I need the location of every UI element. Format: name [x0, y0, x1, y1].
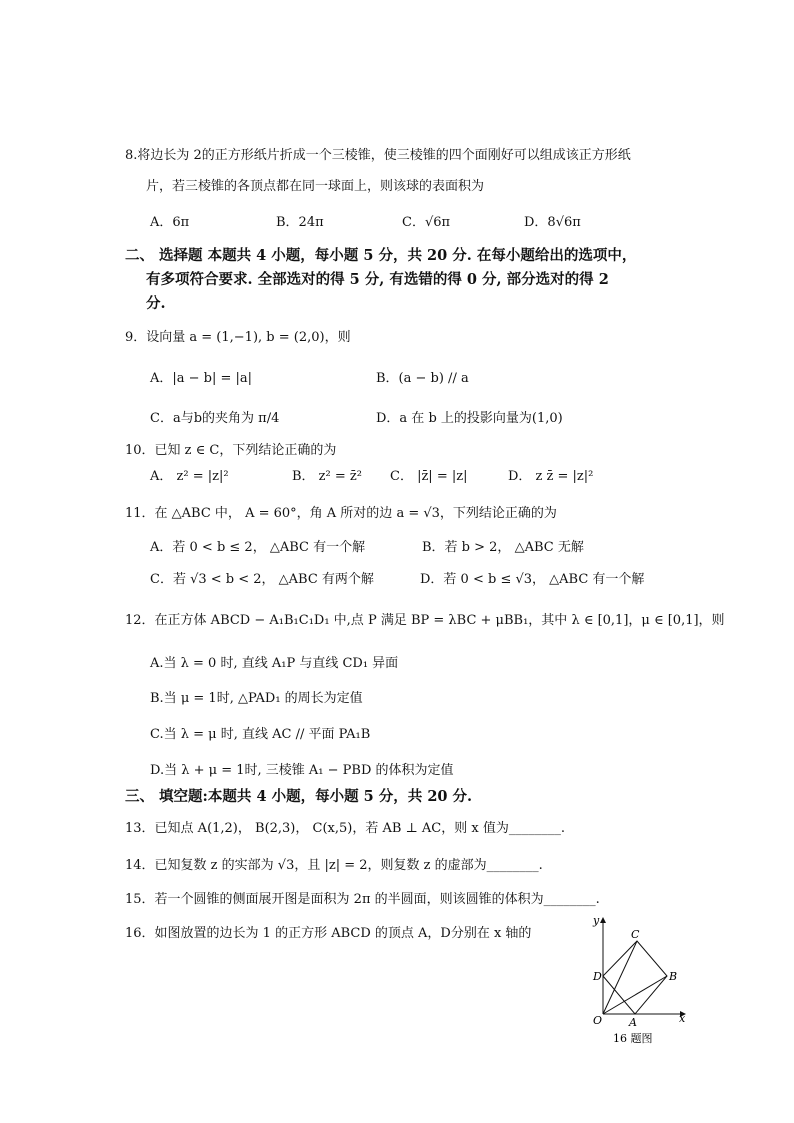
q8-option-d: D．8√6π: [524, 215, 581, 230]
section3-heading: 三、 填空题:本题共 4 小题，每小题 5 分，共 20 分.: [125, 788, 473, 805]
q12-option-b: B.当 μ = 1时, △PAD₁ 的周长为定值: [150, 691, 363, 706]
q11-stem: 11．在 △ABC 中， A = 60°，角 A 所对的边 a = √3，下列结论正确的为: [125, 506, 557, 521]
figure-caption: 16 题图: [613, 1032, 653, 1045]
segment-oc: [603, 941, 637, 1014]
q10-option-b: B． z² = z̄²: [292, 469, 362, 484]
q9-stem: 9．设向量 a = (1,−1), b = (2,0)，则: [125, 330, 351, 345]
label-d: D: [593, 970, 602, 983]
q12-option-d: D.当 λ + μ = 1时, 三棱锥 A₁ − PBD 的体积为定值: [150, 763, 454, 778]
q8-line1: 8.将边长为 2的正方形纸片折成一个三棱锥，使三棱锥的四个面刚好可以组成该正方形纸: [125, 148, 631, 163]
label-x: x: [679, 1012, 686, 1025]
label-c: C: [631, 928, 640, 941]
q15-text: 15．若一个圆锥的侧面展开图是面积为 2π 的半圆面，则该圆锥的体积为________.: [125, 892, 600, 907]
section2-heading-line1: 二、 选择题 本题共 4 小题，每小题 5 分，共 20 分. 在每小题给出的选项中，: [125, 247, 637, 264]
q9-option-c: C．a与b的夹角为 π/4: [150, 411, 280, 426]
q8-option-c: C．√6π: [402, 215, 451, 230]
q13-text: 13．已知点 A(1,2)， B(2,3)， C(x,5)，若 AB ⊥ AC，则 x 值为________.: [125, 821, 565, 836]
q11-option-b: B．若 b > 2， △ABC 无解: [422, 540, 584, 555]
q12-stem: 12．在正方体 ABCD − A₁B₁C₁D₁ 中,点 P 满足 BP = λBC + μBB₁，其中 λ ∈ [0,1]，μ ∈ [0,1]，则: [125, 613, 725, 628]
q14-text: 14．已知复数 z 的实部为 √3，且 |z| = 2，则复数 z 的虚部为________.: [125, 858, 543, 873]
label-y: y: [593, 914, 600, 927]
q12-option-a: A.当 λ = 0 时, 直线 A₁P 与直线 CD₁ 异面: [150, 656, 399, 671]
q9-option-d: D．a 在 b 上的投影向量为(1,0): [376, 411, 563, 426]
q11-option-c: C．若 √3 < b < 2， △ABC 有两个解: [150, 572, 374, 587]
q9-option-a: A．|a − b| = |a|: [150, 371, 253, 386]
q16-figure: [585, 908, 695, 1048]
q10-stem: 10．已知 z ∈ C，下列结论正确的为: [125, 443, 337, 458]
q9-option-b: B．(a − b) // a: [376, 371, 469, 386]
q8-option-b: B．24π: [276, 215, 324, 230]
label-o: O: [593, 1014, 603, 1027]
q10-option-d: D． z z̄ = |z|²: [508, 469, 594, 484]
q16-text: 16．如图放置的边长为 1 的正方形 ABCD 的顶点 A，D分别在 x 轴的: [125, 926, 532, 941]
label-b: B: [669, 970, 678, 983]
section2-heading-line2: 有多项符合要求. 全部选对的得 5 分, 有选错的得 0 分, 部分选对的得 2: [146, 271, 609, 288]
q8-option-a: A．6π: [150, 215, 190, 230]
label-a: A: [629, 1016, 637, 1029]
q11-option-a: A．若 0 < b ≤ 2， △ABC 有一个解: [150, 540, 366, 555]
section2-heading-line3: 分.: [146, 295, 166, 312]
q8-line2: 片，若三棱锥的各顶点都在同一球面上，则该球的表面积为: [146, 179, 485, 194]
square-coordinate-diagram: [585, 908, 695, 1048]
q10-option-c: C． |z̄| = |z|: [390, 469, 468, 484]
q12-option-c: C.当 λ = μ 时, 直线 AC // 平面 PA₁B: [150, 727, 371, 742]
square-abcd: [603, 941, 667, 1014]
q10-option-a: A． z² = |z|²: [150, 469, 229, 484]
segment-ob: [603, 976, 667, 1014]
q11-option-d: D．若 0 < b ≤ √3， △ABC 有一个解: [420, 572, 645, 587]
